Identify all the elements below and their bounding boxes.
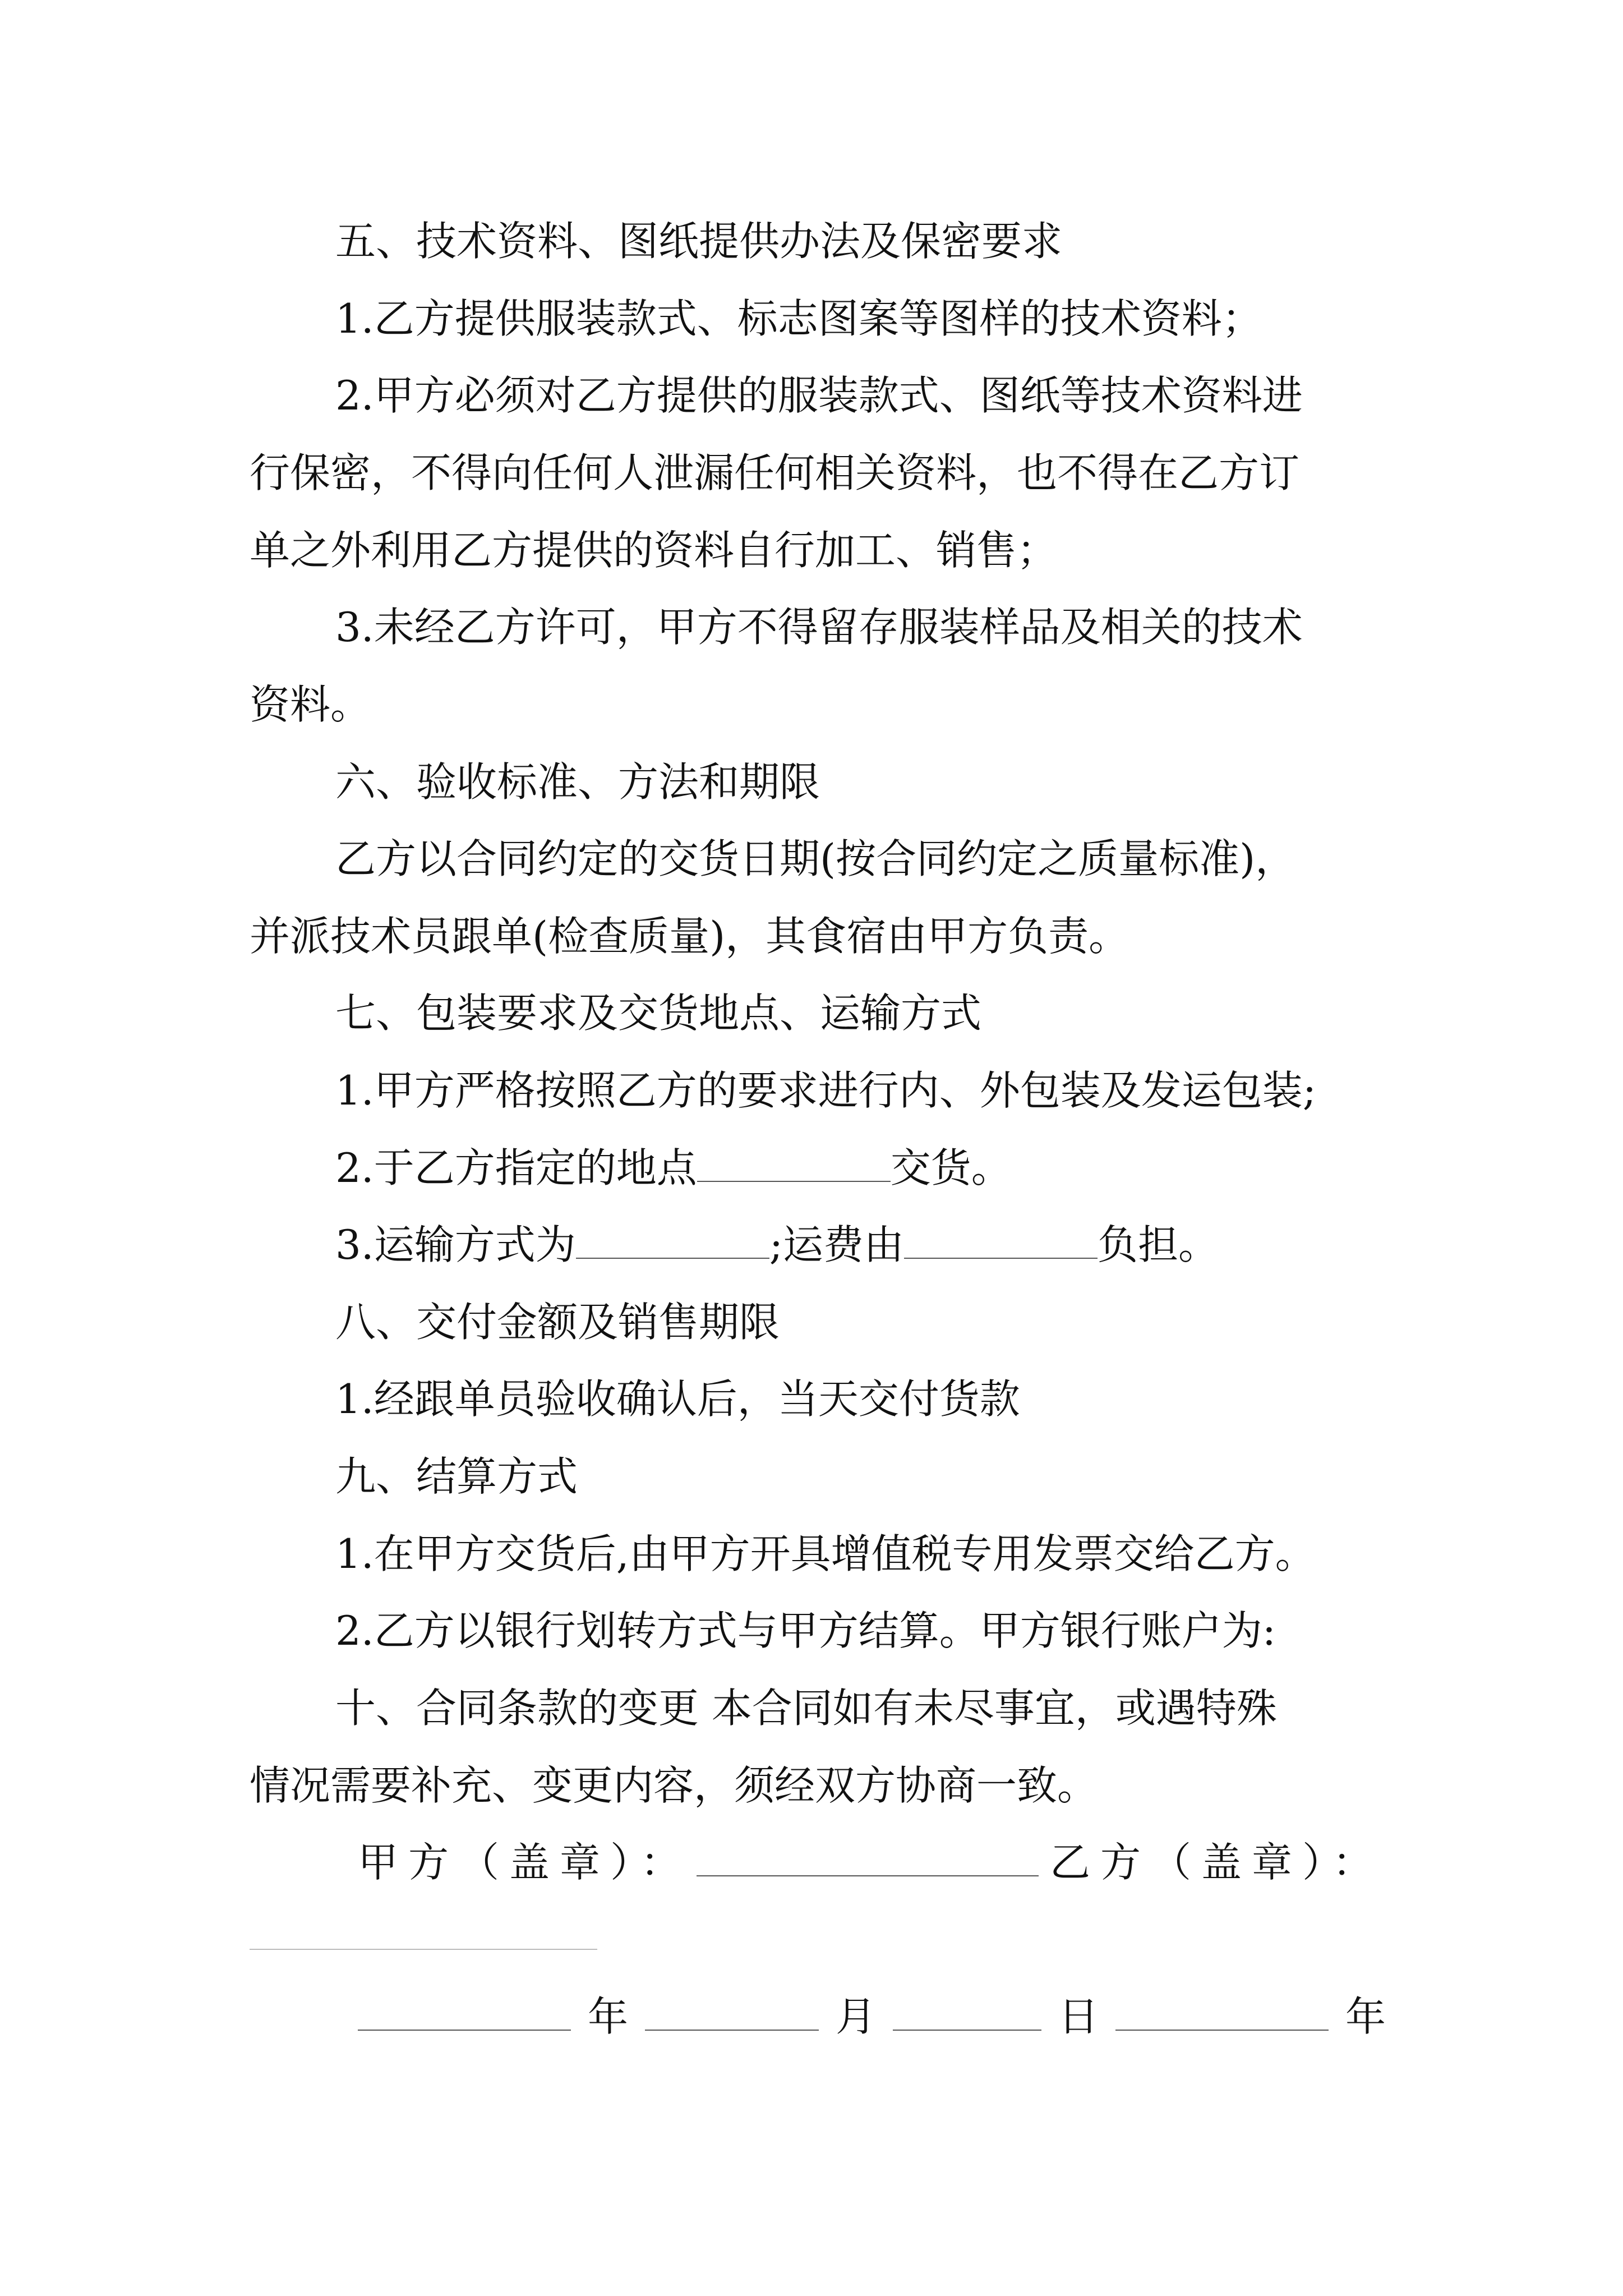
clause-6-line-2: 并派技术员跟单(检查质量)，其食宿由甲方负责。: [250, 913, 1129, 960]
party-b-seal-label: 乙方（盖章）：: [1050, 1839, 1384, 1886]
clause-5-2-line-2: 行保密，不得向任何人泄漏任何相关资料，也不得在乙方订: [250, 449, 1300, 496]
month-blank-a: [645, 1990, 819, 2031]
party-b-seal-blank: [250, 1949, 597, 1950]
clause-8-1: 1.经跟单员验收确认后，当天交付货款: [335, 1375, 1020, 1423]
clause-5-2-line-1: 2.甲方必须对乙方提供的服装款式、图纸等技术资料进: [335, 372, 1303, 419]
clause-7-1: 1.甲方严格按照乙方的要求进行内、外包装及发运包装;: [335, 1067, 1316, 1114]
clause-9-1: 1.在甲方交货后,由甲方开具增值税专用发票交给乙方。: [335, 1530, 1316, 1577]
clause-7-3-prefix: 3.运输方式为: [335, 1221, 576, 1268]
clause-5-3-line-1: 3.未经乙方许可，甲方不得留存服装样品及相关的技术: [335, 604, 1303, 651]
clause-5-1: 1.乙方提供服装款式、标志图案等图样的技术资料；: [335, 295, 1262, 342]
section-9-heading: 九、结算方式: [335, 1453, 578, 1500]
section-6-heading: 六、验收标准、方法和期限: [335, 758, 820, 806]
year-label-a: 年: [588, 1993, 629, 2040]
date-line: [358, 1989, 1502, 2045]
section-7-heading: 七、包装要求及交货地点、运输方式: [335, 990, 982, 1037]
clause-5-3-line-2: 资料。: [250, 681, 371, 728]
year-label-b: 年: [1345, 1993, 1386, 2040]
clause-9-2: 2.乙方以银行划转方式与甲方结算。甲方银行账户为:: [335, 1607, 1276, 1654]
clause-7-3: [335, 1217, 1479, 1273]
clause-5-2-line-3: 单之外利用乙方提供的资料自行加工、销售；: [250, 527, 1058, 574]
day-label-a: 日: [1058, 1993, 1099, 2040]
section-10-line-2: 情况需要补充、变更内容，须经双方协商一致。: [250, 1762, 1098, 1809]
party-a-seal-blank: [697, 1836, 1039, 1876]
day-blank-a: [893, 1990, 1041, 2031]
month-label-a: 月: [836, 1993, 877, 2040]
clause-7-2-prefix: 2.于乙方指定的地点: [335, 1144, 697, 1191]
clause-7-3-suffix: 负担。: [1097, 1221, 1219, 1268]
year-blank-a: [358, 1990, 571, 2031]
freight-payer-blank: [904, 1218, 1098, 1259]
clause-7-2-suffix: 交货。: [890, 1144, 1012, 1191]
delivery-place-blank: [697, 1142, 891, 1182]
section-5-heading: 五、技术资料、图纸提供办法及保密要求: [335, 218, 1063, 265]
party-a-seal-label: 甲方（盖章）：: [358, 1839, 691, 1886]
section-10-line-1: 十、合同条款的变更 本合同如有未尽事宜，或遇特殊: [335, 1685, 1277, 1732]
clause-6-line-1: 乙方以合同约定的交货日期(按合同约定之质量标准)，: [335, 835, 1296, 882]
transport-method-blank: [576, 1218, 769, 1259]
clause-7-2: [335, 1140, 1479, 1196]
year-blank-b: [1115, 1990, 1329, 2031]
section-8-heading: 八、交付金额及销售期限: [335, 1299, 780, 1346]
clause-7-3-middle: ;运费由: [769, 1221, 904, 1268]
signature-line: [358, 1834, 1502, 1890]
